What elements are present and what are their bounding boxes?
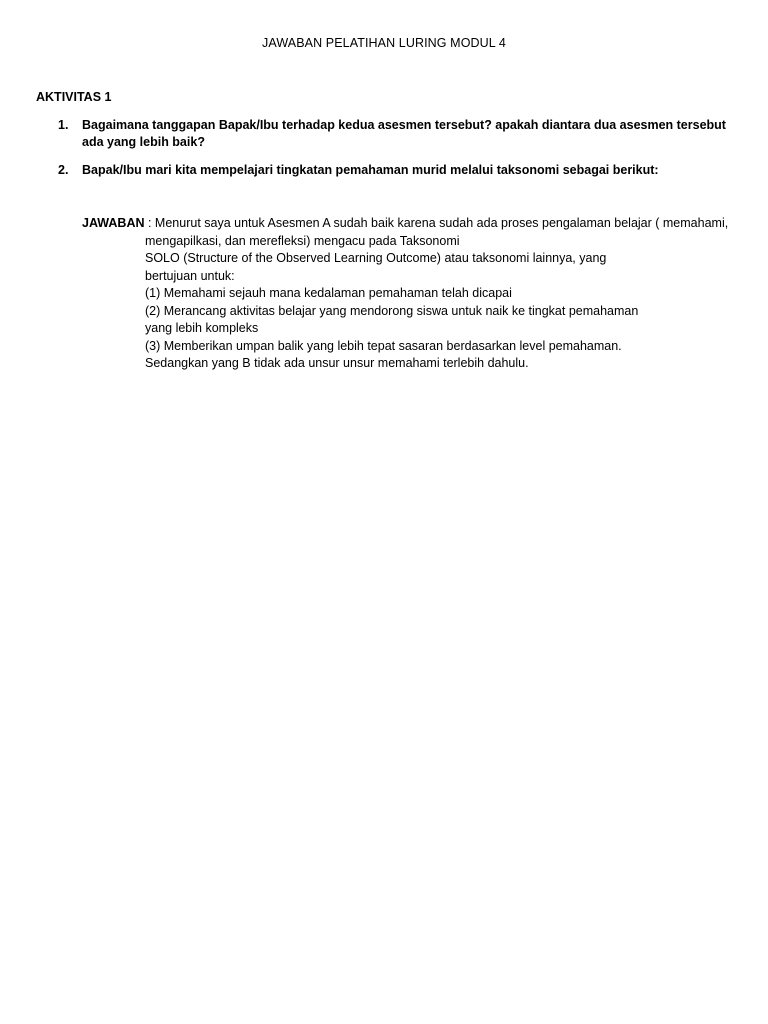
answer-line: SOLO (Structure of the Observed Learning Outcome) atau taksonomi lainnya, yang	[145, 251, 607, 265]
answer-line: (1) Memahami sejauh mana kedalaman pemahaman telah dicapai	[145, 286, 512, 300]
question-item-1	[58, 117, 732, 151]
question-text	[82, 162, 732, 179]
answer-line: (3) Memberikan umpan balik yang lebih tepat sasaran berdasarkan level pemahaman.	[145, 338, 622, 353]
question-text-line: Bapak/Ibu mari kita mempelajari tingkatan pemahaman murid melalui taksonomi sebagai berikut:	[82, 163, 659, 177]
question-text-line: ada yang lebih baik?	[82, 135, 205, 149]
question-number: 2.	[58, 163, 69, 177]
section-heading: AKTIVITAS 1	[36, 90, 112, 104]
question-text-line: Bagaimana tanggapan Bapak/Ibu terhadap kedua asesmen tersebut? apakah diantara dua asesmen tersebut	[82, 118, 726, 132]
answer-line: Sedangkan yang B tidak ada unsur unsur memahami terlebih dahulu.	[145, 356, 529, 370]
answer-block	[82, 215, 742, 373]
answer-line: (2) Merancang aktivitas belajar yang mendorong siswa untuk naik ke tingkat pemahaman	[145, 303, 639, 318]
answer-label: JAWABAN	[82, 216, 145, 230]
question-text	[82, 117, 732, 151]
answer-first-line	[82, 215, 742, 233]
answer-line: mengapilkasi, dan merefleksi) mengacu pada Taksonomi	[145, 233, 460, 248]
answer-line: bertujuan untuk:	[145, 268, 235, 283]
answer-line: yang lebih kompleks	[145, 321, 259, 335]
answer-intro-text: : Menurut saya untuk Asesmen A sudah baik karena sudah ada proses pengalaman belajar ( memahami,	[144, 216, 729, 230]
document-title: JAWABAN PELATIHAN LURING MODUL 4	[262, 36, 506, 50]
question-item-2	[58, 162, 732, 179]
question-number: 1.	[58, 118, 69, 132]
